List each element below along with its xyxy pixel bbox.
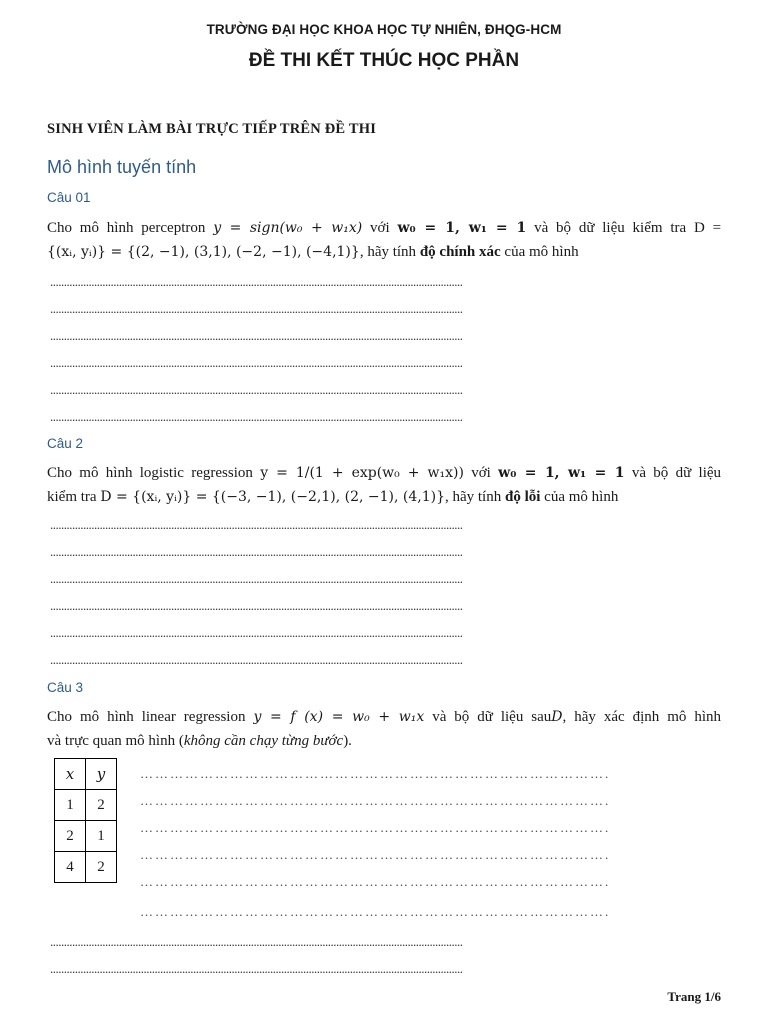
q2-intro: Cho mô hình logistic regression <box>47 465 253 481</box>
q3-intro: Cho mô hình linear regression <box>47 709 246 725</box>
question-3-text <box>47 705 721 753</box>
exam-title: ĐỀ THI KẾT THÚC HỌC PHẦN <box>248 50 520 71</box>
q3-tail: , hãy xác định mô hình <box>562 709 722 725</box>
question-3-line-2 <box>47 729 721 753</box>
q2-ask: , hãy tính <box>444 489 502 505</box>
q2-pre: kiểm tra <box>47 489 97 505</box>
answer-line[interactable]: ...................................................................................................................................................... <box>50 571 463 586</box>
school-name: TRƯỜNG ĐẠI HỌC KHOA HỌC TỰ NHIÊN, ĐHQG-HCM <box>206 22 562 37</box>
section-title: Mô hình tuyến tính <box>47 157 197 177</box>
page-number: Trang 1/6 <box>667 989 721 1004</box>
answer-line[interactable]: ...................................................................................................................................................... <box>50 961 463 976</box>
q1-intro: Cho mô hình perceptron <box>47 220 206 236</box>
question-2-line-2 <box>47 485 721 509</box>
answer-line[interactable]: ...................................................................................................................................................... <box>50 934 463 949</box>
table-cell: 2 <box>86 852 117 883</box>
q3-post: ). <box>343 733 352 749</box>
answer-line[interactable]: ...................................................................................................................................................... <box>50 301 463 316</box>
table-cell: 1 <box>86 821 117 852</box>
answer-line[interactable]: ...................................................................................................................................................... <box>50 409 463 424</box>
answer-line-short[interactable]: …………………………………………………………………………………. <box>140 793 611 808</box>
q3-var: D <box>551 709 563 725</box>
question-1-label: Câu 01 <box>47 190 91 205</box>
q1-params: w₀ = 1, w₁ = 1 <box>397 220 527 236</box>
q2-end: của mô hình <box>544 489 619 505</box>
answer-line-short[interactable]: …………………………………………………………………………………. <box>140 820 611 835</box>
question-3-line-1 <box>47 705 721 729</box>
q2-keyword: độ lỗi <box>504 489 541 505</box>
question-3-label: Câu 3 <box>47 680 84 695</box>
table-header-x: x <box>55 759 86 790</box>
answer-line-short[interactable]: …………………………………………………………………………………. <box>140 847 611 862</box>
q2-mid: với <box>471 465 491 481</box>
q1-tail: và bộ dữ liệu kiểm tra D = <box>534 220 722 236</box>
question-2-line-1 <box>47 461 721 485</box>
data-table <box>54 758 117 883</box>
answer-line-short[interactable]: …………………………………………………………………………………. <box>140 766 611 781</box>
answer-line[interactable]: ...................................................................................................................................................... <box>50 598 463 613</box>
answer-line-short[interactable]: …………………………………………………………………………………. <box>140 904 611 919</box>
q2-formula: y = 1/(1 + exp(w₀ + w₁x)) <box>260 465 464 481</box>
question-1-text <box>47 216 721 264</box>
q1-keyword: độ chính xác <box>419 244 501 260</box>
answer-line[interactable]: ...................................................................................................................................................... <box>50 328 463 343</box>
q2-params: w₀ = 1, w₁ = 1 <box>498 465 625 481</box>
q1-ask: , hãy tính <box>359 244 417 260</box>
table-cell: 2 <box>55 821 86 852</box>
table-cell: 4 <box>55 852 86 883</box>
q1-mid: với <box>370 220 390 236</box>
table-header-y: y <box>86 759 117 790</box>
answer-line[interactable]: ...................................................................................................................................................... <box>50 274 463 289</box>
answer-line-short[interactable]: …………………………………………………………………………………. <box>140 874 611 889</box>
answer-line[interactable]: ...................................................................................................................................................... <box>50 652 463 667</box>
q1-dataset: {(xᵢ, yᵢ)} = {(2, −1), (3,1), (−2, −1), (−4,1)} <box>47 244 360 260</box>
table-cell: 2 <box>86 790 117 821</box>
instruction: SINH VIÊN LÀM BÀI TRỰC TIẾP TRÊN ĐỀ THI <box>47 121 377 137</box>
answer-line[interactable]: ...................................................................................................................................................... <box>50 382 463 397</box>
table-cell: 1 <box>55 790 86 821</box>
q2-tail: và bộ dữ liệu <box>631 465 722 481</box>
q3-italic-note: không cần chạy từng bước <box>183 733 344 749</box>
question-2-text <box>47 461 721 509</box>
q2-dataset: D = {(xᵢ, yᵢ)} = {(−3, −1), (−2,1), (2, −1), (4,1)} <box>100 489 445 505</box>
question-1-line-2 <box>47 240 721 264</box>
q3-mid: và bộ dữ liệu sau <box>432 709 552 725</box>
table-row <box>55 790 117 821</box>
question-2-label: Câu 2 <box>47 436 84 451</box>
answer-line[interactable]: ...................................................................................................................................................... <box>50 625 463 640</box>
answer-line[interactable]: ...................................................................................................................................................... <box>50 544 463 559</box>
table-row <box>55 852 117 883</box>
question-1-line-1 <box>47 216 721 240</box>
q1-end: của mô hình <box>504 244 579 260</box>
answer-line[interactable]: ...................................................................................................................................................... <box>50 355 463 370</box>
q1-formula: y = sign(w₀ + w₁x) <box>213 220 363 236</box>
answer-line[interactable]: ...................................................................................................................................................... <box>50 517 463 532</box>
q3-formula: y = f (x) = w₀ + w₁x <box>253 709 425 725</box>
table-row <box>55 821 117 852</box>
q3-pre: và trực quan mô hình ( <box>47 733 184 749</box>
table-header-row <box>55 759 117 790</box>
